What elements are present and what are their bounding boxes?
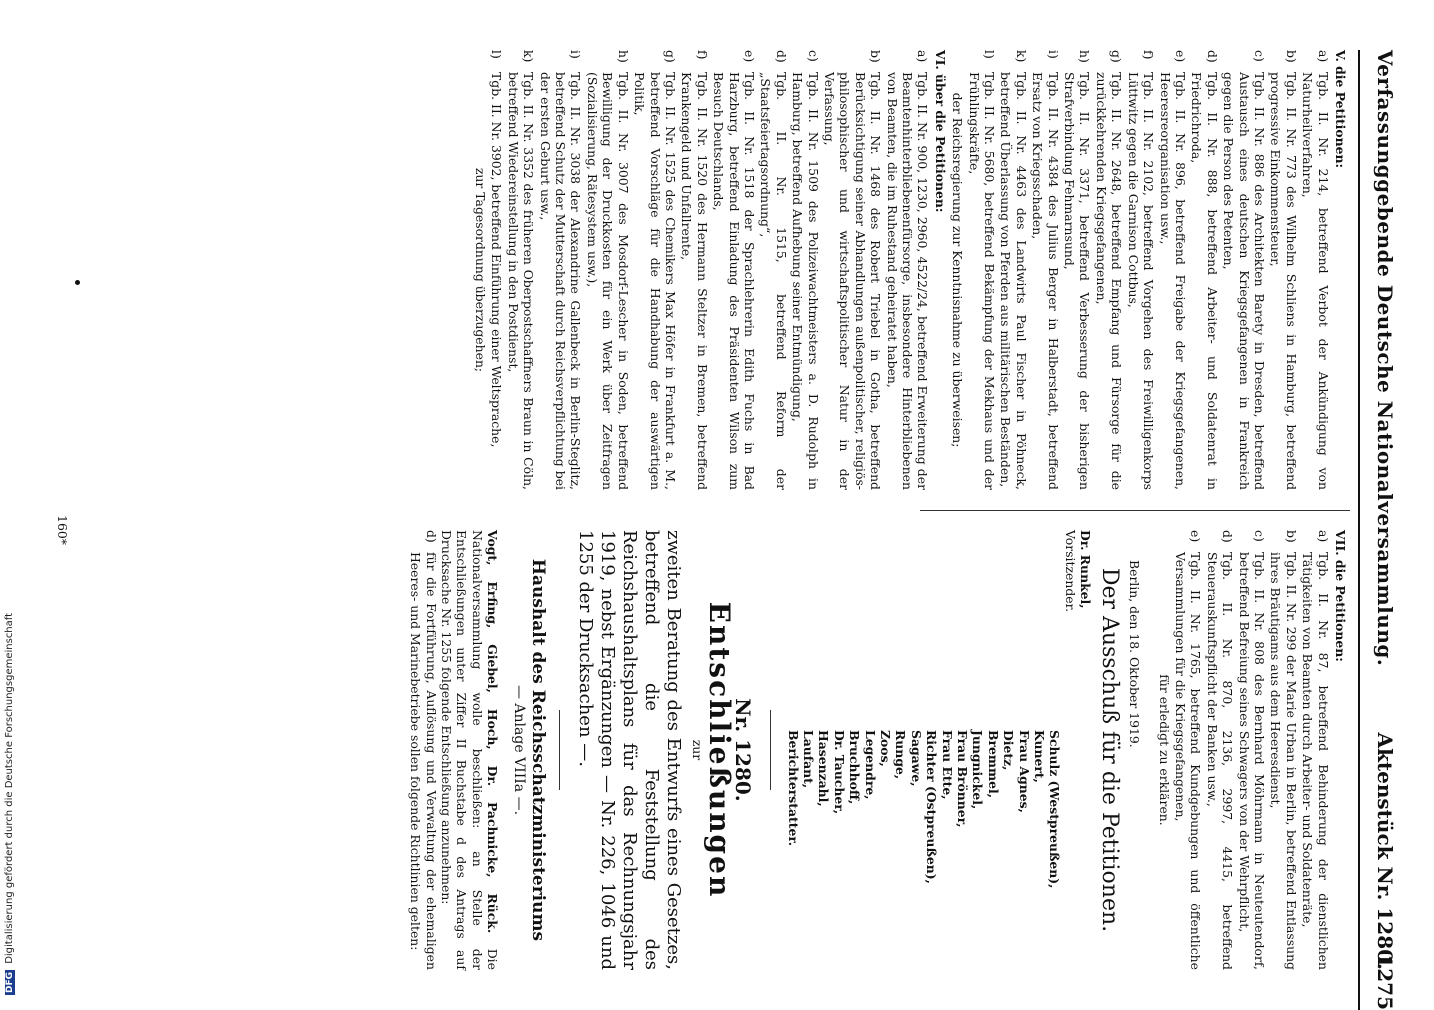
list-item bbox=[1204, 530, 1235, 970]
separator-rule bbox=[770, 710, 771, 790]
list-item-text: Tgb. II. Nr. 1525 des Chemikers Max Höfer in Frankfurt a. M., betreffend Vorschläge für die Handhabung der auswärtigen Politik, bbox=[632, 72, 678, 490]
lead-text: zweiten Beratung des Entwurfs eines Gesetzes, betreffend die Feststellung des Reichshaushaltsplans für das Rechnungsjahr 1919, nebst Ergänzungen — Nr. 226, 1046 und 1255 der Drucksachen —. bbox=[574, 530, 684, 970]
chair-role: Vorsitzender. bbox=[1062, 530, 1078, 613]
footer-text: Digitalisierung gefördert durch die Deutsche Forschungsgemeinschaft bbox=[4, 612, 15, 964]
section-vi-list bbox=[489, 50, 930, 490]
section-vii-list bbox=[1173, 530, 1331, 970]
list-item-label: e) bbox=[741, 50, 757, 63]
list-item-text: Tgb. II. Nr. 1765, betreffend Kundgebungen und öffentliche Versammlungen für die Kriegsgefangenen, bbox=[1172, 552, 1204, 970]
list-item bbox=[1157, 50, 1188, 490]
motion-block bbox=[439, 530, 501, 970]
separator-rule-2 bbox=[559, 710, 560, 790]
committee-member: Dr. Taucher, bbox=[831, 730, 847, 815]
list-item-label: b) bbox=[1283, 50, 1299, 63]
list-item bbox=[822, 50, 884, 490]
list-item-text: Tgb. II. Nr. 3902, betreffend Einführung einer Weltsprache, bbox=[489, 72, 505, 448]
committee-members bbox=[785, 530, 1093, 970]
document-number: Nr. 1280. bbox=[731, 698, 756, 802]
list-item-text: Tgb. II. Nr. 870, 2136, 2997, 4415, betreffend Steuerauskunftspflicht der Banken usw., bbox=[1204, 552, 1236, 970]
rotated-document-page bbox=[0, 50, 1400, 1010]
list-item-label: g) bbox=[1109, 50, 1125, 63]
chair-name: Dr. Runkel, bbox=[1078, 530, 1094, 609]
list-item bbox=[1173, 530, 1204, 970]
list-item-label: b) bbox=[868, 50, 884, 63]
list-item-label: d) bbox=[1220, 530, 1236, 543]
list-item-text: Tgb. II. Nr. 3371, betreffend Verbesserung der bisherigen Strafverbindung Fehmarnsund, bbox=[1062, 72, 1093, 490]
list-item-text: Tgb. II. Nr. 3038 der Alexandrine Gallenbeck in Berlin-Steglitz, betreffend Schutz der Mutterschaft durch Reichsverpflichtung bei der ersten Geburt usw., bbox=[537, 72, 584, 490]
committee-member: Legendre, bbox=[862, 730, 878, 800]
list-item-text: Tgb. II. Nr. 1509 des Polizeiwachtmeisters a. D. Rudolph in Hamburg, betreffend Aufhebung seiner Entmündigung, bbox=[790, 72, 821, 490]
list-item-label: e) bbox=[1188, 530, 1204, 543]
list-item-label: h) bbox=[1077, 50, 1093, 63]
column-divider bbox=[920, 510, 1350, 511]
list-item bbox=[966, 50, 997, 490]
list-item-label: c) bbox=[1251, 50, 1267, 62]
motion-text: Die Nationalversammlung wolle beschließen: an Stelle der Entschließungen unter Ziffer II Buchstabe d des Antrags auf Drucksache Nr. 1255 folgende Entschließung anzunehmen: bbox=[438, 530, 501, 970]
list-item-text: Tgb. II. Nr. 1515, betreffend Reform der „Staatsfeiertagsordnung“, bbox=[758, 72, 789, 490]
list-item-label: k) bbox=[1013, 50, 1029, 63]
page-header bbox=[1358, 50, 1400, 1010]
list-item-label: i) bbox=[1045, 50, 1061, 59]
list-item-text: Tgb. II. Nr. 808 des Bernhard Möhrmann in Neuteutendorf, betreffend Befreiung seines Schwagers von der Wehrpflicht, bbox=[1236, 552, 1267, 970]
list-item-label: d) bbox=[1204, 50, 1220, 63]
list-item-label: a) bbox=[915, 50, 931, 63]
list-item-label: g) bbox=[662, 50, 678, 63]
anlage-label: — Anlage VIIIa —. bbox=[510, 684, 527, 816]
list-item-text: Tgb. II. Nr. 2648, betreffend Empfang und Fürsorge für die zurückkehrenden Kriegsgefangenen, bbox=[1093, 72, 1125, 490]
list-item bbox=[1062, 50, 1093, 490]
committee-member: Bruchhoff, bbox=[847, 730, 863, 805]
committee-member: Kunert, bbox=[1032, 730, 1048, 783]
list-item-label: b) bbox=[1283, 530, 1299, 543]
list-item bbox=[1268, 50, 1299, 490]
committee-member: Laufant, bbox=[801, 730, 816, 789]
committee-member: Hasenzahl, bbox=[816, 730, 832, 807]
list-item bbox=[1300, 530, 1331, 970]
section-vi-closing: zur Tagesordnung überzugehen; bbox=[473, 167, 489, 373]
committee-member: Jungnickel, bbox=[970, 730, 986, 810]
list-item bbox=[632, 50, 678, 490]
committee-member: Frau Agnes, bbox=[1016, 730, 1032, 813]
list-item-text: Tgb. II. Nr. 4463 des Landwirts Paul Fischer in Pöhneck, betreffend Überlassung von Pferden aus militärischen Beständen, bbox=[998, 72, 1029, 490]
chair-row bbox=[1078, 530, 1093, 970]
section-vii-closing: für erledigt zu erklären. bbox=[1156, 674, 1172, 826]
list-item-text: Tgb. II. Nr. 888, betreffend Arbeiter- und Soldatenrat in Friedrichroda, bbox=[1189, 72, 1220, 490]
motion-item-label: d) bbox=[423, 530, 439, 543]
list-item-label: i) bbox=[568, 50, 584, 59]
list-item bbox=[1236, 530, 1267, 970]
motion-item bbox=[408, 530, 439, 970]
committee-member: Schulz (Westpreußen), bbox=[1047, 730, 1063, 889]
list-item bbox=[1030, 50, 1061, 490]
list-item bbox=[790, 50, 821, 490]
list-item-label: f) bbox=[694, 50, 710, 60]
list-item-text: Tgb. II. Nr. 4384 des Julius Berger in Halberstadt, betreffend Ersatz von Kriegsschaden, bbox=[1030, 72, 1061, 490]
list-item-text: Tgb. II. Nr. 1468 des Robert Triebel in Gotha, betreffend Berücksichtigung seiner Abhandlungen außenpolitischer, religiös-philosophischer und wirtschaftspolitischer Natur in der Verfassung, bbox=[822, 72, 884, 490]
list-item-label: l) bbox=[489, 50, 505, 59]
list-item-text: Tgb. II. Nr. 299 der Marie Urban in Berlin, betreffend Entlassung ihres Bräutigams aus dem Heeresdienst, bbox=[1268, 552, 1299, 970]
committee-member: Berichterstatter. bbox=[785, 730, 801, 847]
list-item-label: f) bbox=[1141, 50, 1157, 60]
list-item bbox=[537, 50, 583, 490]
list-item-text: Tgb. II. Nr. 900, 1230, 2960, 4522/24, betreffend Erweiterung der Beamtenhinterbliebenenfürsorge, insbesondere Hinterbliebenen von Beamten, die im Ruhestand geheiratet haben, bbox=[884, 72, 931, 490]
list-item bbox=[884, 50, 930, 490]
header-document-ref: Aktenstück Nr. 1280. bbox=[1373, 732, 1397, 970]
list-item bbox=[1094, 50, 1125, 490]
list-item-text: Tgb. II. Nr. 2102, betreffend Vorgehen des Freiwilligenkorps Lüttwitz gegen die Garnison Cottbus, bbox=[1125, 72, 1157, 490]
committee-title: Der Ausschuß für die Petitionen. bbox=[1096, 567, 1122, 933]
committee-member: Runge, bbox=[893, 730, 909, 780]
section-vii-heading: VII. die Petitionen: bbox=[1333, 530, 1348, 662]
ink-dot bbox=[75, 280, 80, 285]
motion-item-text: für die Fortführung, Auflösung und Verwaltung der ehemaligen Heeres- und Marinebetriebe sollen folgende Richtlinien gelten: bbox=[408, 552, 439, 970]
list-item-text: Tgb. II. Nr. 1518 der Sprachlehrerin Edith Fuchs in Bad Harzburg, betreffend Einladung des Präsidenten Wilson zum Besuch Deutschlands, bbox=[711, 72, 757, 490]
chair-role-row bbox=[1063, 530, 1078, 970]
header-page-number: 1275 bbox=[1373, 954, 1397, 1010]
left-column bbox=[473, 50, 1350, 490]
digitization-footer bbox=[4, 0, 18, 995]
section-vi-heading: VI. über die Petitionen: bbox=[932, 50, 948, 213]
budget-heading: Haushalt des Reichsschatzministeriums bbox=[527, 558, 548, 942]
list-item-label: c) bbox=[805, 50, 821, 62]
list-item-label: a) bbox=[1315, 530, 1331, 543]
list-item-text: Tgb. II. Nr. 214, betreffend Verbot der Ankündigung von Naturheilverfahren, bbox=[1300, 72, 1331, 490]
list-item bbox=[1268, 530, 1299, 970]
section-v-list bbox=[966, 50, 1330, 490]
list-item bbox=[758, 50, 789, 490]
zur-label: zur bbox=[690, 739, 706, 761]
list-item-label: d) bbox=[773, 50, 789, 63]
committee-member: Richter (Ostpreußen), bbox=[924, 730, 940, 884]
list-item bbox=[998, 50, 1029, 490]
list-item bbox=[679, 50, 710, 490]
list-item-text: Tgb. II. Nr. 896, betreffend Freigabe der Kriegsgefangenen, Heeresreorganisation usw., bbox=[1157, 72, 1188, 490]
motion-signers: Vogt, Erfing, Giebel, Hoch, Dr. Pachnicke, Rück. bbox=[485, 530, 501, 934]
list-item bbox=[1189, 50, 1220, 490]
list-item-label: c) bbox=[1251, 530, 1267, 542]
list-item-text: Tgb. II. Nr. 773 des Wilhelm Schliens in Hamburg, betreffend progressive Einkommensteuer, bbox=[1268, 72, 1299, 490]
committee-member: Frau Brönner, bbox=[955, 730, 971, 828]
list-item-label: a) bbox=[1315, 50, 1331, 63]
list-item-label: l) bbox=[982, 50, 998, 59]
list-item bbox=[1300, 50, 1331, 490]
section-v-closing: der Reichsregierung zur Kenntnisnahme zu überweisen; bbox=[950, 92, 966, 448]
list-item-text: Tgb. II. Nr. 3007 des Mosdorf-Lescher in Soden, betreffend Bewilligung der Druckkosten für ein Werk über Zeitfragen (Sozialisierung, Rätesystem usw.), bbox=[584, 72, 631, 490]
member-list bbox=[785, 530, 1062, 970]
list-item bbox=[1221, 50, 1267, 490]
list-item-text: Tgb. II. Nr. 87, betreffend Behinderung der dienstlichen Tätigkeiten von Beamten durch Arbeiter- und Soldatenräte, bbox=[1300, 552, 1331, 970]
page-footnote-number: 160* bbox=[55, 515, 70, 545]
list-item bbox=[505, 50, 536, 490]
committee-member: Frau Ette, bbox=[939, 730, 955, 800]
committee-member: Dietz, bbox=[1001, 730, 1017, 771]
list-item bbox=[1125, 50, 1156, 490]
right-column bbox=[407, 530, 1350, 970]
list-item-text: Tgb. II. Nr. 5680, betreffend Bekämpfung der Mekhaus und der Frühlingskräfte, bbox=[966, 72, 998, 490]
list-item bbox=[711, 50, 757, 490]
list-item-text: Tgb. II. Nr. 1520 des Hermann Steltzer in Bremen, betreffend Krankengeld und Unfallrente, bbox=[679, 72, 710, 490]
list-item-label: e) bbox=[1172, 50, 1188, 63]
committee-member: Bremmel, bbox=[985, 730, 1001, 799]
committee-member: Sagawe, bbox=[908, 730, 924, 787]
header-title: Verfassunggebende Deutsche Nationalversammlung. bbox=[1373, 50, 1397, 667]
list-item-label: k) bbox=[521, 50, 537, 63]
section-v-heading: V. die Petitionen: bbox=[1333, 50, 1348, 169]
list-item bbox=[489, 50, 504, 490]
committee-member: Zoos, bbox=[878, 730, 894, 767]
dfg-logo: DFG bbox=[5, 971, 15, 993]
list-item-text: Tgb. II. Nr. 886 des Architekten Barety in Dresden, betreffend Austausch eines deutschen Kriegsgefangenen in Frankreich gegen die Person des Petenten, bbox=[1221, 72, 1267, 490]
list-item bbox=[585, 50, 631, 490]
list-item-label: h) bbox=[615, 50, 631, 63]
list-item-text: Tgb. II. Nr. 3352 des früheren Oberpostschaffners Braun in Cöln, betreffend Wiedereinstellung in den Postdienst, bbox=[505, 72, 537, 490]
document-title: Entschließungen bbox=[702, 601, 736, 899]
date-line: Berlin, den 18. Oktober 1919. bbox=[1127, 560, 1143, 748]
